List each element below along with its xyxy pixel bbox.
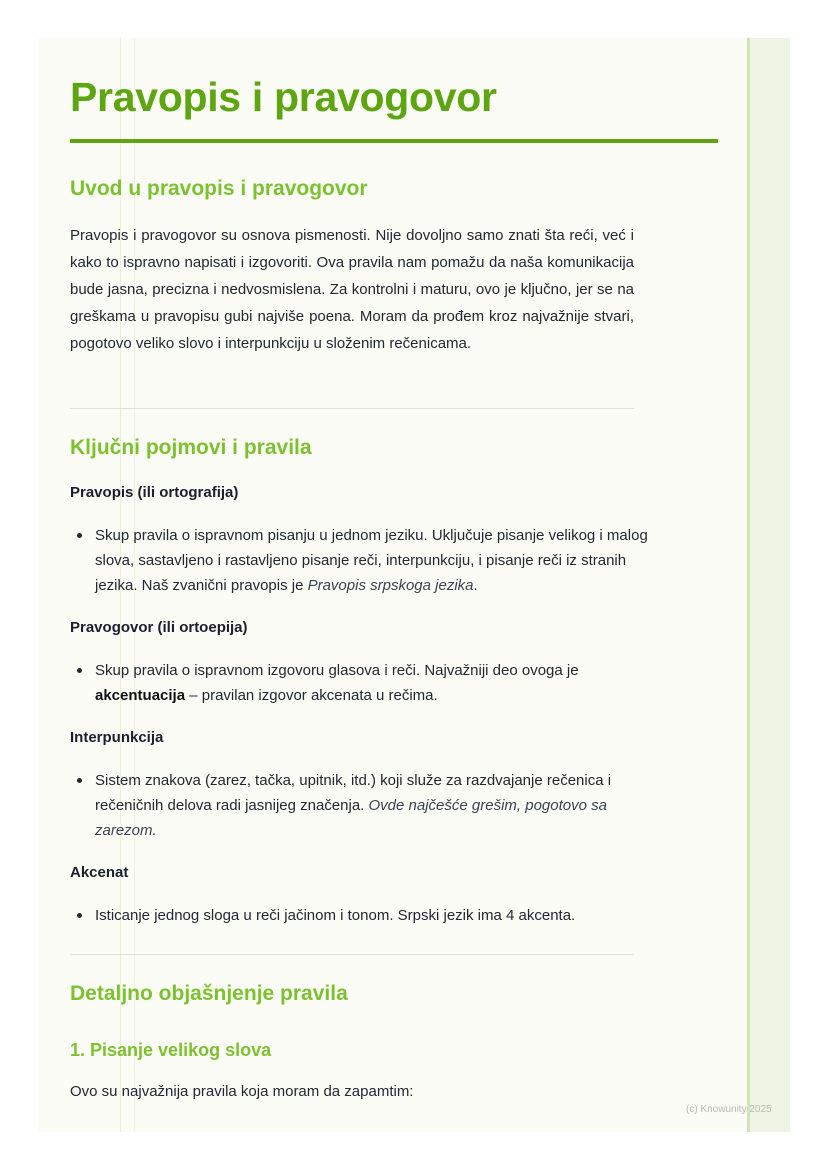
definition-text: Skup pravila o ispravnom pisanju u jednom jeziku. Uključuje pisanje velikog i malog slova, sastavljeno i rastavljeno pisanje reči, interpunkciju, i pisanje reči iz stranih jezika. Naš zvanični pravopis je	[95, 527, 648, 594]
title-underline	[70, 139, 718, 143]
intro-heading: Uvod u pravopis i pravogovor	[70, 177, 368, 200]
term-akcenat-list	[70, 903, 650, 928]
term-interpunkcija: Interpunkcija	[70, 729, 164, 746]
details-heading: Detaljno objašnjenje pravila	[70, 982, 348, 1005]
definition-text-end: – pravilan izgovor akcenata u rečima.	[185, 687, 438, 704]
subheading-capital-letters: 1. Pisanje velikog slova	[70, 1040, 272, 1060]
definition-bold: akcentuacija	[95, 687, 186, 704]
definition-text-end: .	[473, 577, 478, 594]
definition-italic: Ovde najčešće grešim, pogotovo sa zarezom.	[95, 797, 607, 839]
margin-line	[747, 38, 750, 1132]
section-divider	[70, 954, 634, 955]
list-item	[70, 768, 650, 843]
definition-text: Sistem znakova (zarez, tačka, upitnik, itd.) koji služe za razdvajanje rečenica i rečeničnih delova radi jasnijeg značenja.	[95, 772, 612, 814]
list-item	[70, 903, 650, 928]
intro-paragraph: Pravopis i pravogovor su osnova pismenosti. Nije dovoljno samo znati šta reći, već i kako to ispravno napisati i izgovoriti. Ova pravila nam pomažu da naša komunikacija bude jasna, precizna i nedvosmislena. Za kontrolni i maturu, ovo je ključno, jer se na greškama u pravopisu gubi najviše poena. Moram da prođem kroz najvažnije stvari, pogotovo veliko slovo i interpunkciju u složenim rečenicama.	[70, 227, 634, 352]
term-pravogovor: Pravogovor (ili ortoepija)	[70, 619, 248, 636]
term-akcenat: Akcenat	[70, 864, 129, 881]
term-pravopis-list	[70, 523, 650, 598]
term-interpunkcija-list	[70, 768, 650, 843]
page	[38, 38, 790, 1132]
term-pravopis: Pravopis (ili ortografija)	[70, 484, 239, 501]
details-intro-text: Ovo su najvažnija pravila koja moram da zapamtim:	[70, 1083, 414, 1100]
margin-band	[748, 38, 790, 1132]
page-title: Pravopis i pravogovor	[70, 74, 497, 120]
list-item	[70, 658, 650, 708]
definition-text: Skup pravila o ispravnom izgovoru glasova i reči. Najvažniji deo ovoga je	[95, 662, 579, 679]
definition-italic: Pravopis srpskoga jezika	[307, 577, 474, 594]
list-item	[70, 523, 650, 598]
concepts-heading: Ključni pojmovi i pravila	[70, 436, 312, 459]
definition-text: Isticanje jednog sloga u reči jačinom i tonom. Srpski jezik ima 4 akcenta.	[95, 907, 576, 924]
term-pravogovor-list	[70, 658, 650, 708]
section-divider	[70, 408, 634, 409]
copyright-note: (c) Knowunity 2025	[686, 1104, 772, 1115]
